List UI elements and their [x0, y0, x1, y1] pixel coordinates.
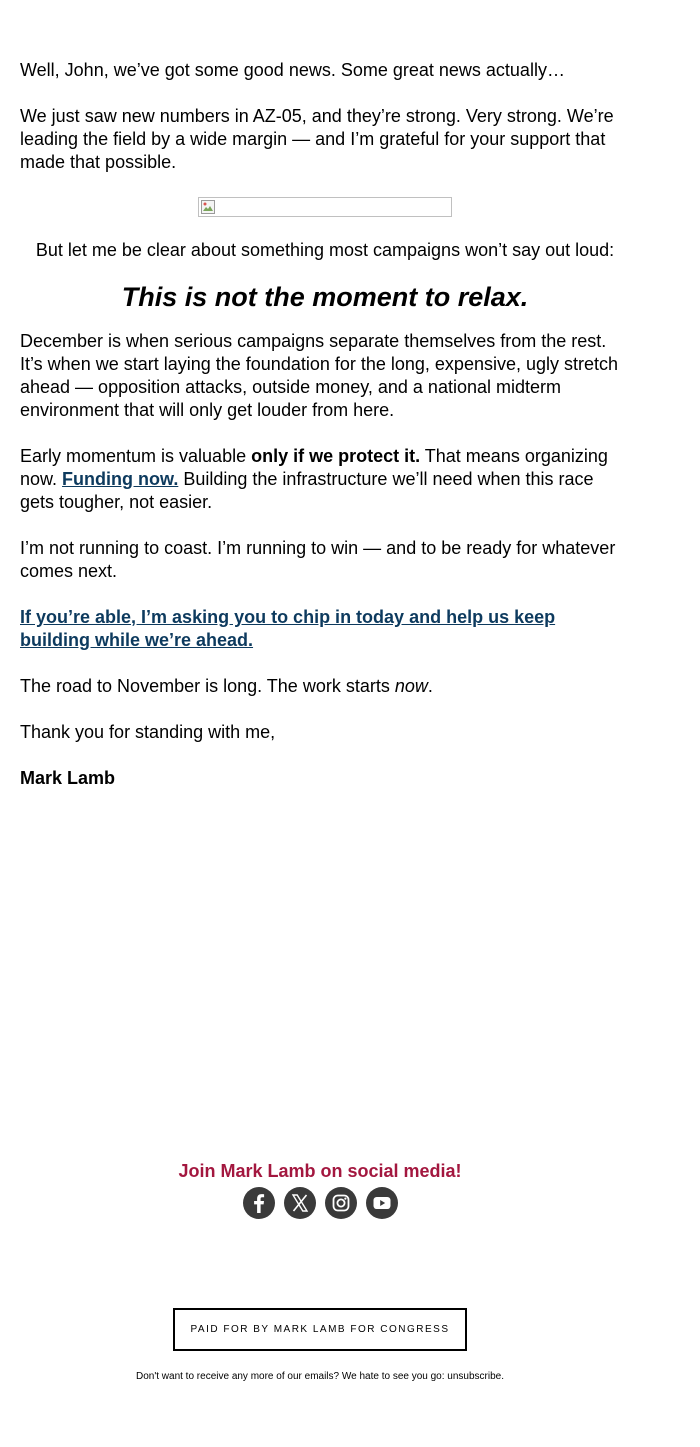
youtube-icon[interactable] [366, 1187, 398, 1219]
road-text-after: . [427, 676, 433, 696]
momentum-text-after: Building the infrastructure we’ll need when this race gets tougher, not easier. [20, 469, 594, 512]
instagram-icon[interactable] [325, 1187, 357, 1219]
december-paragraph: December is when serious campaigns separate themselves from the rest. It’s when we start laying the foundation for the long, expensive, ugly stretch ahead — opposition attacks, outside money, and a national midterm environment that will only get louder from here. [20, 331, 619, 420]
headline: This is not the moment to relax. [121, 282, 529, 312]
social-icon-row [0, 1187, 640, 1219]
signature: Mark Lamb [20, 768, 116, 788]
social-title: Join Mark Lamb on social media! [178, 1161, 462, 1181]
road-text-before: The road to November is long. The work starts [20, 676, 395, 696]
greeting-paragraph: Well, John, we’ve got some good news. Some great news actually… [20, 60, 565, 80]
momentum-text-before: Early momentum is valuable [20, 446, 252, 466]
image-container [20, 197, 630, 218]
donate-cta-link[interactable]: If you’re able, I’m asking you to chip in today and help us keep building while we’re ahead. [20, 607, 556, 650]
coast-paragraph: I’m not running to coast. I’m running to win — and to be ready for whatever comes next. [20, 538, 616, 581]
clear-line: But let me be clear about something most campaigns won’t say out loud: [35, 240, 615, 260]
paid-for-disclaimer [173, 1308, 467, 1351]
broken-image[interactable] [198, 197, 452, 217]
momentum-paragraph [20, 445, 630, 514]
funding-now-link[interactable]: Funding now. [62, 469, 179, 489]
road-italic-text: now [394, 676, 428, 696]
road-paragraph [20, 675, 630, 698]
social-section [0, 1160, 640, 1219]
cta-paragraph [20, 606, 630, 652]
unsubscribe-line[interactable] [0, 1371, 640, 1382]
x-icon[interactable] [284, 1187, 316, 1219]
facebook-icon[interactable] [243, 1187, 275, 1219]
momentum-bold-text: only if we protect it. [251, 446, 421, 466]
unsubscribe-text[interactable]: Don't want to receive any more of our emails? We hate to see you go: unsubscribe. [135, 1371, 505, 1382]
broken-image-icon [201, 200, 215, 214]
numbers-paragraph: We just saw new numbers in AZ-05, and they’re strong. Very strong. We’re leading the field by a wide margin — and I’m grateful for your support that made that possible. [20, 106, 614, 172]
paid-for-text: PAID FOR BY MARK LAMB FOR CONGRESS [190, 1324, 450, 1335]
email-body [20, 59, 630, 813]
momentum-text-middle: That means organizing now. [20, 446, 608, 489]
closing-paragraph: Thank you for standing with me, [20, 722, 276, 742]
